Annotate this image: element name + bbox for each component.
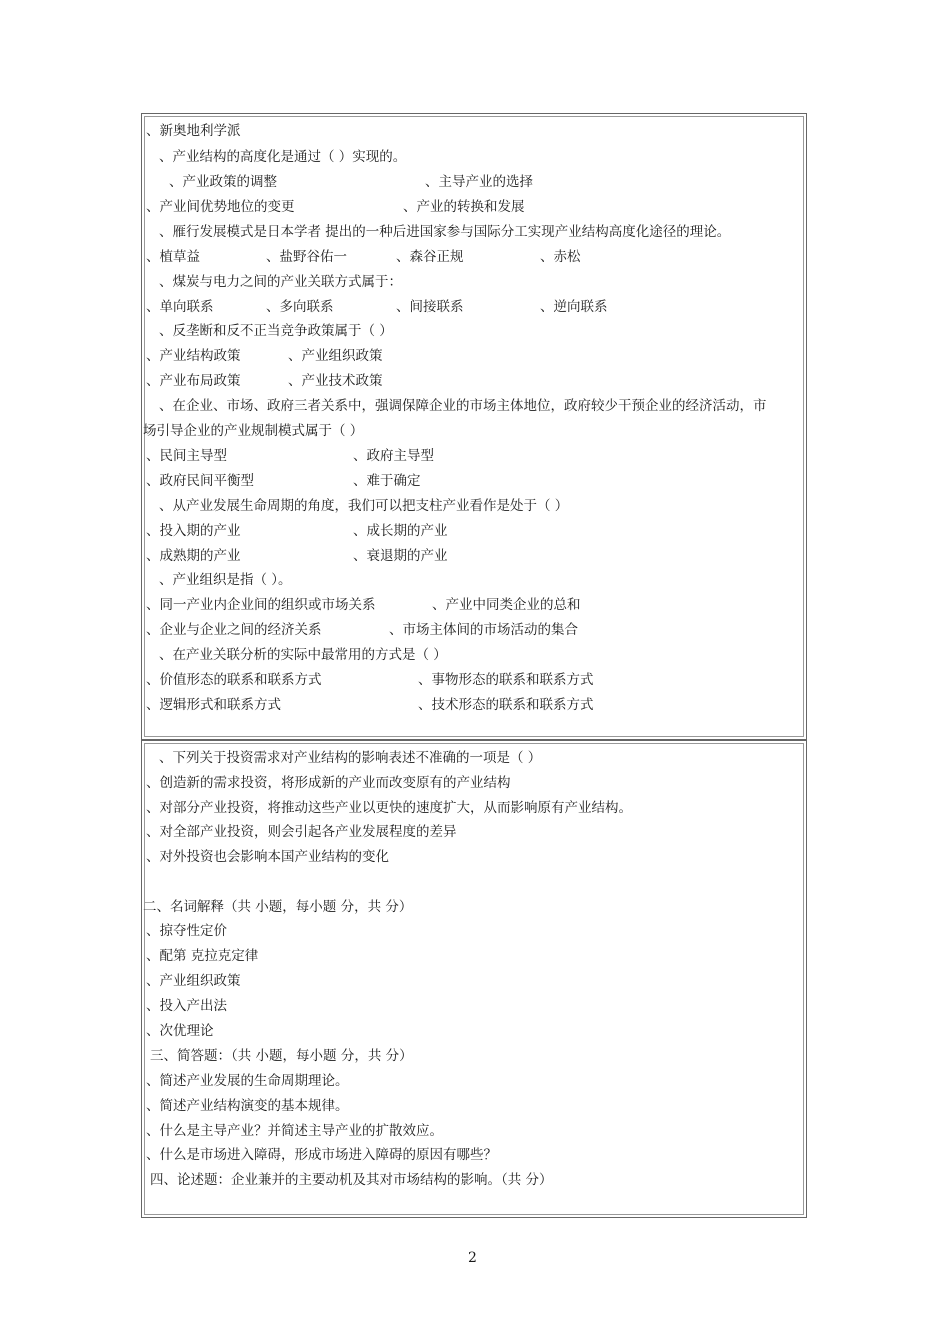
box1-line-15: 、政府民间平衡型 [146, 473, 254, 489]
page-number: 2 [468, 1250, 477, 1266]
box1-line-3: 、产业政策的调整 [169, 174, 277, 190]
box1-line-21-col-2: 、市场主体间的市场活动的集合 [389, 622, 578, 638]
box2-line-9: 、产业组织政策 [146, 973, 241, 989]
box1-line-6: 、植草益 [146, 249, 200, 265]
box1-line-16: 、从产业发展生命周期的角度，我们可以把支柱产业看作是处于（ ） [159, 498, 569, 514]
box1-line-14: 、民间主导型 [146, 448, 227, 464]
box1-line-17: 、投入期的产业 [146, 523, 241, 539]
box2-line-12: 三、简答题：（共 小题，每小题 分，共 分） [150, 1048, 413, 1064]
box1-line-11: 、产业布局政策 [146, 373, 241, 389]
box1-line-11-col-2: 、产业技术政策 [288, 373, 383, 389]
box1-line-20-col-2: 、产业中同类企业的总和 [432, 597, 581, 613]
box1-line-24: 、逻辑形式和联系方式 [146, 697, 281, 713]
box2-line-6: 二、名词解释（共 小题，每小题 分，共 分） [143, 899, 413, 915]
box2-line-7: 、掠夺性定价 [146, 923, 227, 939]
box2-line-5: 、对外投资也会影响本国产业结构的变化 [146, 849, 389, 865]
box1-line-22: 、在产业关联分析的实际中最常用的方式是（ ） [159, 647, 447, 663]
box1-line-4: 、产业间优势地位的变更 [146, 199, 295, 215]
box1-line-24-col-2: 、技术形态的联系和联系方式 [418, 697, 594, 713]
box1-line-1: 、新奥地利学派 [146, 123, 241, 139]
box2-line-4: 、对全部产业投资，则会引起各产业发展程度的差异 [146, 824, 457, 840]
box1-line-7: 、煤炭与电力之间的产业关联方式属于： [159, 274, 402, 290]
box1-line-8-col-2: 、多向联系 [266, 299, 334, 315]
box1-line-4-col-2: 、产业的转换和发展 [403, 199, 525, 215]
box1-line-6-col-4: 、赤松 [540, 249, 581, 265]
box1-line-6-col-3: 、森谷正规 [396, 249, 464, 265]
box1-line-23: 、价值形态的联系和联系方式 [146, 672, 322, 688]
box1-line-19: 、产业组织是指（ ）。 [159, 572, 292, 588]
box1-line-10-col-2: 、产业组织政策 [288, 348, 383, 364]
box2-line-17: 四、论述题：企业兼并的主要动机及其对市场结构的影响。（共 分） [150, 1172, 553, 1188]
box2-line-2: 、创造新的需求投资，将形成新的产业而改变原有的产业结构 [146, 775, 511, 791]
box1-line-14-col-2: 、政府主导型 [353, 448, 434, 464]
box1-line-13: 场引导企业的产业规制模式属于（ ） [143, 423, 364, 439]
box1-line-5: 、雁行发展模式是日本学者 提出的一种后进国家参与国际分工实现产业结构高度化途径的理论。 [159, 224, 731, 240]
box1-line-8-col-3: 、间接联系 [396, 299, 464, 315]
box1-line-9: 、反垄断和反不正当竞争政策属于（ ） [159, 323, 393, 339]
box2-line-10: 、投入产出法 [146, 998, 227, 1014]
box1-line-15-col-2: 、难于确定 [353, 473, 421, 489]
box1-line-3-col-2: 、主导产业的选择 [425, 174, 533, 190]
box2-line-1: 、下列关于投资需求对产业结构的影响表述不准确的一项是（ ） [159, 750, 542, 766]
box1-line-17-col-2: 、成长期的产业 [353, 523, 448, 539]
box2-line-11: 、次优理论 [146, 1023, 214, 1039]
box1-line-8-col-4: 、逆向联系 [540, 299, 608, 315]
box1-line-12: 、在企业、市场、政府三者关系中，强调保障企业的市场主体地位，政府较少干预企业的经济活动，市 [159, 398, 767, 414]
box1-line-6-col-2: 、盐野谷佑一 [266, 249, 347, 265]
box1-line-8: 、单向联系 [146, 299, 214, 315]
box1-line-18: 、成熟期的产业 [146, 548, 241, 564]
box2-line-16: 、什么是市场进入障碍，形成市场进入障碍的原因有哪些？ [146, 1147, 497, 1163]
box2-line-3: 、对部分产业投资，将推动这些产业以更快的速度扩大，从而影响原有产业结构。 [146, 800, 632, 816]
box1-line-2: 、产业结构的高度化是通过（ ）实现的。 [159, 149, 407, 165]
box1-line-10: 、产业结构政策 [146, 348, 241, 364]
box2-line-14: 、简述产业结构演变的基本规律。 [146, 1098, 349, 1114]
box2-line-8: 、配第 克拉克定律 [146, 948, 259, 964]
box1-line-21: 、企业与企业之间的经济关系 [146, 622, 322, 638]
box2-line-13: 、简述产业发展的生命周期理论。 [146, 1073, 349, 1089]
box1-line-23-col-2: 、事物形态的联系和联系方式 [418, 672, 594, 688]
box1-line-20: 、同一产业内企业间的组织或市场关系 [146, 597, 376, 613]
box1-line-18-col-2: 、衰退期的产业 [353, 548, 448, 564]
box2-line-15: 、什么是主导产业？并简述主导产业的扩散效应。 [146, 1123, 443, 1139]
